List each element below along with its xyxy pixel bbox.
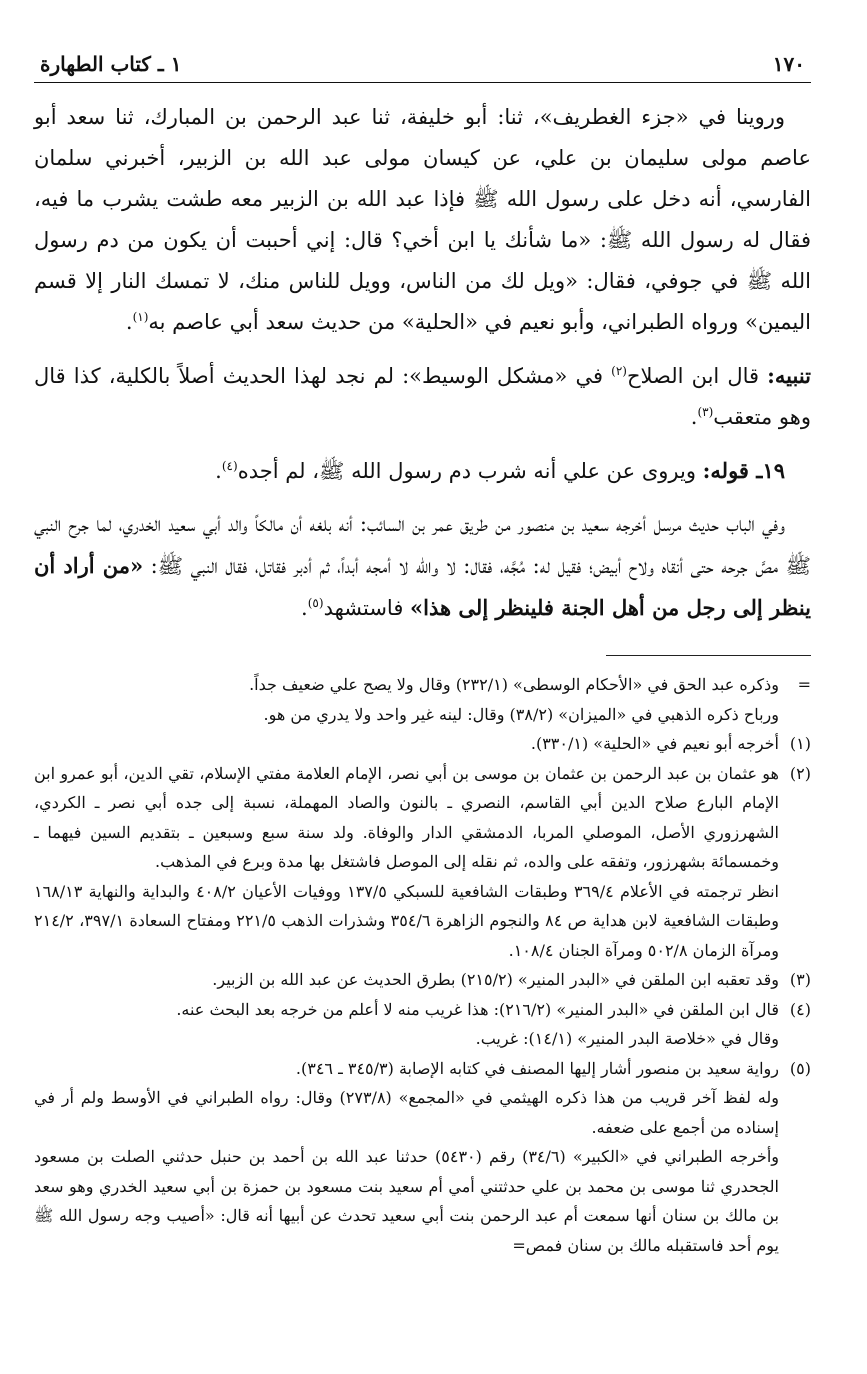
page-number: ١٧٠ [772,52,805,76]
footnote-line: أخرجه أبو نعيم في «الحلية» (٣٣٠/١). [530,734,779,753]
entry-number: ١٩ـ [756,458,785,483]
footnote-3 [34,965,811,995]
paragraph-2-note [34,355,811,438]
footnote-line: وقال في «خلاصة البدر المنير» (١٤/١): غريب. [475,1029,779,1048]
footnote-line: انظر ترجمته في الأعلام ٣٦٩/٤ وطبقات الشافعية للسبكي ١٣٧/٥ ووفيات الأعيان ٤٠٨/٢ والبداية والنهاية ١٦٨/١٣ وطبقات الشافعية لابن هداية ص ٨٤ والنجوم الزاهرة ٣٥٤/٦ وشذرات الذهب ٢٢١/٥ ومفتاح السعادة ٣٩٧/١، ٢١٤/٢ ومرآة الزمان ٥٠٢/٨ ومرآة الجنان ١٠٨/٤. [34,881,780,960]
footnotes [34,670,811,1260]
footnote-line: ورباح ذكره الذهبي في «الميزان» (٣٨/٢) وقال: لينه غير واحد ولا يدري من هو. [263,704,779,724]
hadith-quote: «من أراد أن ينظر إلى رجل من أهل الجنة فلينظر إلى هذا» [34,553,811,620]
entry-label: قوله: [702,458,757,483]
footnote-ref-1: (١) [132,310,149,324]
footnote-line: هو عثمان بن عبد الرحمن بن عثمان بن موسى بن أبي نصر، الإمام العلامة مفتي الإسلام، تقي الدين، أبو عمرو ابن الإمام البارع صلاح الدين أبي القاسم، النصري ـ بالنون والصاد المهملة، نسبة إلى جده أبي نصر ـ الكردي، الشهرزوري الأصل، الموصلي المربا، الدمشقي الدار والوفاة. ولد سنة سبع وسبعين ـ بتقديم السين فيهما ـ وخمسمائة بشهرزور، وتفقه على والده، ثم نقله إلى الموصل فاشتغل بها مدة وبرع في المذهب. [34,763,780,871]
paragraph-3-text: ويروى عن علي أنه شرب دم رسول الله ﷺ، لم أجده [237,459,703,483]
note-label: تنبيه: [767,363,812,388]
footnote-ref-3: (٣) [697,405,714,419]
footnote-line: قال ابن الملقن في «البدر المنير» (٢١٦/٢): هذا غريب منه لا أعلم من خرجه بعد البحث عنه. [176,999,779,1019]
paragraph-3-entry [34,450,811,492]
main-text [34,97,811,629]
footnote-line: رواية سعيد بن منصور أشار إليها المصنف في كتابه الإصابة (٣٤٥/٣ ـ ٣٤٦). [295,1058,779,1078]
paragraph-1-end: . [125,310,133,334]
paragraph-4 [34,504,811,629]
footnote-1 [34,729,811,759]
footnote-line: وذكره عبد الحق في «الأحكام الوسطى» (٢٣٢/١) وقال ولا يصح علي ضعيف جداً. [249,675,779,694]
paragraph-1-text: وروينا في «جزء الغطريف»، ثنا: أبو خليفة، ثنا عبد الرحمن بن المبارك، ثنا سعد أبو عاصم مولى سليمان بن علي، عن كيسان مولى عبد الله بن الزبير، أخبرني سلمان الفارسي، أنه دخل على رسول الله ﷺ فإذا عبد الله بن الزبير معه طشت يشرب ما فيه، فقال له رسول الله ﷺ: «ما شأنك يا ابن أخي؟ قال: إني أحببت أن يكون من دم رسول الله ﷺ في جوفي، فقال: «ويل لك من الناس، وويل للناس منك، لا تمسك النار إلا قسم اليمين» ورواه الطبراني، وأبو نعيم في «الحلية» من حديث سعد أبي عاصم به [34,105,811,334]
footnote-5 [34,1054,811,1261]
footnote-mark: (٤) [789,999,811,1019]
running-header [34,52,811,83]
paragraph-4-end: فاستشهد [323,596,411,620]
footnote-mark: (١) [789,734,811,753]
footnote-line: وله لفظ آخر قريب من هذا ذكره الهيثمي في «المجمع» (٢٧٣/٨) وقال: رواه الطبراني في الأوسط ولم أر في إسناده من أجمع على ضعفه. [34,1088,780,1137]
footnote-2 [34,759,811,966]
footnote-mark: (٥) [789,1058,811,1078]
footnote-line: وقد تعقبه ابن الملقن في «البدر المنير» (٢١٥/٢) بطرق الحديث عن عبد الله بن الزبير. [212,970,779,989]
chapter-title: ١ ـ كتاب الطهارة [40,52,182,76]
paragraph-2-text-b: في «مشكل الوسيط»: لم نجد لهذا الحديث أصلاً بالكلية، كذا قال وهو متعقب [34,364,811,429]
footnote-4 [34,995,811,1054]
footnote-ref-2: (٢) [611,364,627,378]
paragraph-4-final: . [301,596,308,620]
footnote-continuation [34,670,811,729]
footnote-mark: (٣) [789,970,811,989]
footnote-ref-4: (٤) [221,459,238,473]
paragraph-4-text: وفي الباب حديث مرسل أخرجه سعيد بن منصور من طريق عمر بن السائب: أنه بلغه أن مالكاً والد أبي سعيد الخدري، لما جرح النبي ﷺ مصَّ جرحه حتى أنقاه ولاح أبيض؛ فقيل له: مُجَّه، فقال: لا والله لا أمجه أبداً، ثم أدبر فقاتل، فقال النبي ﷺ: [34,512,811,578]
footnote-ref-5: (٥) [307,596,324,610]
paragraph-3-end: . [215,459,222,483]
continuation-mark: = [797,675,811,694]
footnote-mark: (٢) [789,763,811,783]
paragraph-1 [34,97,811,343]
paragraph-2-end: . [690,405,698,429]
footnote-line: وأخرجه الطبراني في «الكبير» (٣٤/٦) رقم (٥٤٣٠) حدثنا عبد الله بن أحمد بن حنبل حدثني الصلت بن مسعود الجحدري ثنا موسى بن محمد بن علي حدثتني أمي أم سعيد بنت مسعود بن حمزة بن أبي سعيد الخدري وهو سعد بن مالك بن سنان أنها سمعت أم عبد الرحمن بنت أبي سعيد تحدث عن أبيها أنه قال: «أصيب وجه رسول الله ﷺ يوم أحد فاستقبله مالك بن سنان فمص= [34,1147,780,1255]
footnote-divider [606,655,811,656]
paragraph-2-text-a: قال ابن الصلاح [626,364,768,388]
